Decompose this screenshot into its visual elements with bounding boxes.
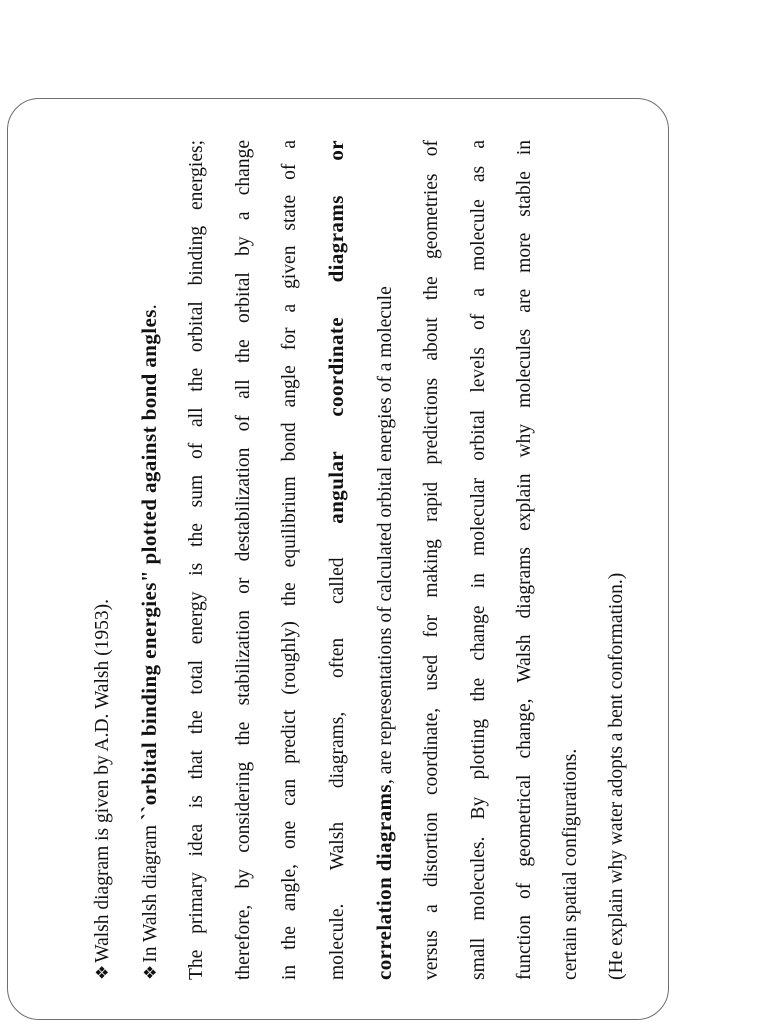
paragraph-bold-text: correlation diagrams <box>372 784 397 980</box>
paragraph-line: The primary idea is that the total energy is the sum of all the orbital binding energies; <box>186 140 208 980</box>
bullet-walsh-definition <box>126 140 174 980</box>
paragraph-line <box>313 140 361 980</box>
bullet-text: Walsh diagram is given by A.D. Walsh (1953). <box>92 599 113 963</box>
paragraph-line: function of geometrical change, Walsh diagrams explain why molecules are more stable in <box>513 140 535 980</box>
note-line: (He explain why water adopts a bent conformation.) <box>606 572 628 980</box>
paragraph-line: versus a distortion coordinate, used for making rapid predictions about the geometries of <box>421 140 443 980</box>
paragraph-line: small molecules. By plotting the change in molecular orbital levels of a molecule as a <box>467 140 489 980</box>
paragraph-line <box>361 140 409 980</box>
diamond-bullet-icon: ❖ <box>141 964 161 980</box>
paragraph-line: certain spatial configurations. <box>560 748 582 980</box>
slide-text-block <box>80 140 640 980</box>
bullet-text-bold: ``orbital binding energies" plotted against bond angles <box>137 309 162 821</box>
paragraph-text: molecule. Walsh diagrams, often called <box>327 523 349 980</box>
paragraph-line: in the angle, one can predict (roughly) the equilibrium bond angle for a given state of a <box>278 140 300 980</box>
diamond-bullet-icon: ❖ <box>93 964 112 980</box>
bullet-text-prefix: In Walsh diagram <box>140 820 162 963</box>
bullet-walsh-origin <box>80 140 126 980</box>
bullet-text-suffix: . <box>140 304 162 310</box>
paragraph-line: therefore, by considering the stabilization or destabilization of all the orbital by a change <box>232 140 254 980</box>
paragraph-text: , are representations of calculated orbital energies of a molecule <box>375 286 397 784</box>
paragraph-bold-text: angular coordinate diagrams or <box>324 140 349 524</box>
